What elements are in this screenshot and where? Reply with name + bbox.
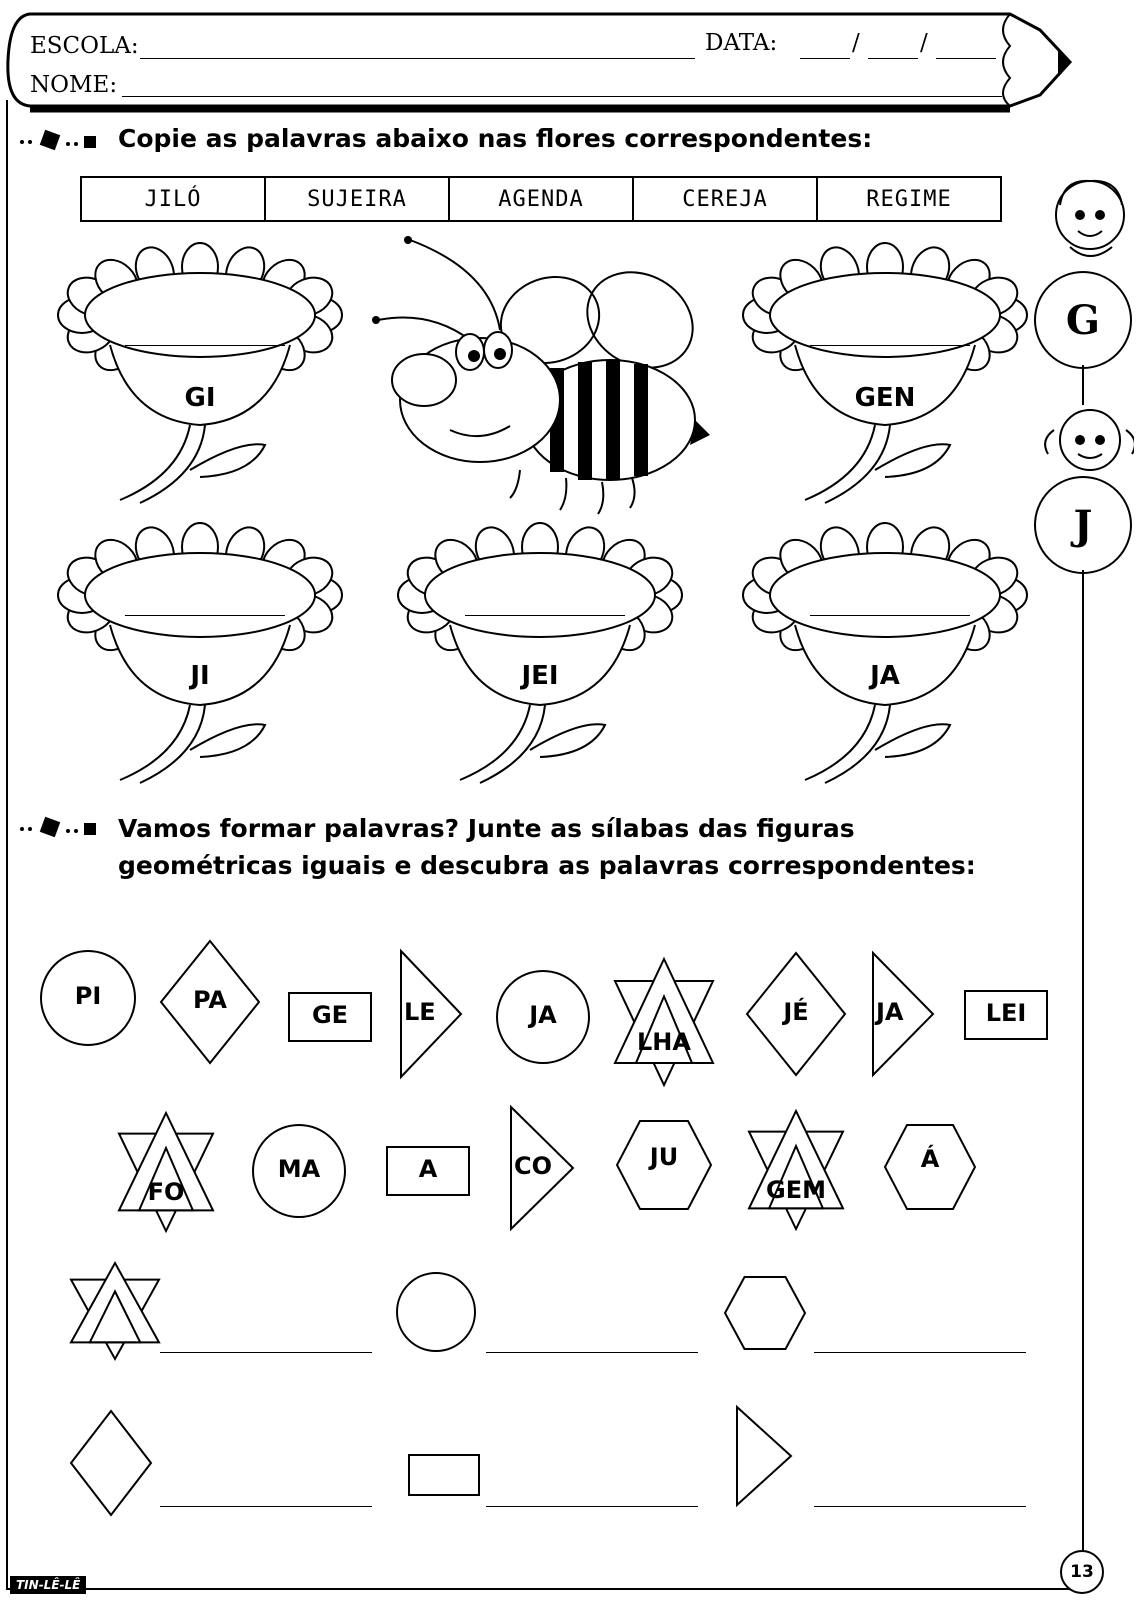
- syllable-shape: [872, 952, 934, 1076]
- syllable-text: LEI: [985, 999, 1027, 1027]
- syllable-text: LHA: [637, 1028, 691, 1057]
- word-box-4: CEREJA: [632, 176, 818, 222]
- page-border-bottom: [6, 1588, 1076, 1590]
- answer-field[interactable]: [160, 1352, 372, 1353]
- girl-icon: [1034, 400, 1134, 480]
- bee-illustration: [370, 230, 710, 530]
- answer-shape: [736, 1406, 792, 1506]
- syllable-shape: [386, 1146, 470, 1196]
- syllable-shape: [748, 1110, 844, 1230]
- syllable-shape: [510, 1106, 574, 1230]
- flower-syllable: GEN: [854, 383, 916, 413]
- syllable-shape: [118, 1112, 214, 1232]
- syllable-text: GE: [311, 1001, 349, 1029]
- date-month-field[interactable]: [868, 58, 918, 59]
- syllable-shape: [400, 950, 462, 1078]
- flower-ja: [735, 525, 1035, 825]
- syllable-text: A: [418, 1155, 438, 1183]
- name-field[interactable]: [122, 96, 1002, 97]
- flower-syllable: JI: [190, 661, 210, 691]
- section1-instruction: Copie as palavras abaixo nas flores correspondentes:: [118, 124, 873, 153]
- syllable-text: PA: [193, 986, 227, 1014]
- answer-shape: [70, 1410, 152, 1516]
- logo-text: TIN-LÊ-LÊ: [10, 1576, 86, 1594]
- syllable-text: JU: [649, 1143, 679, 1171]
- syllable-shape: [252, 1124, 346, 1218]
- syllable-text: GEM: [766, 1176, 826, 1204]
- pencil-frame-icon: [0, 0, 1144, 120]
- syllable-shape: [40, 950, 136, 1046]
- letter-j: J: [1073, 501, 1093, 549]
- flower-jei: [390, 525, 690, 825]
- flower-answer-field[interactable]: [810, 345, 970, 346]
- syllable-text: FO: [147, 1178, 185, 1206]
- syllable-text: MA: [277, 1155, 321, 1183]
- letter-j-circle: [1034, 476, 1132, 574]
- flower-syllable: JEI: [521, 661, 559, 691]
- answer-field[interactable]: [814, 1352, 1026, 1353]
- syllable-shape: [964, 990, 1048, 1040]
- header-box: [0, 0, 1144, 120]
- page-border-left: [6, 100, 8, 1590]
- syllable-shape: [496, 970, 590, 1064]
- word-box-5: REGIME: [816, 176, 1002, 222]
- date-year-field[interactable]: [936, 58, 996, 59]
- page-border-right: [1082, 570, 1084, 1570]
- school-field[interactable]: [140, 58, 695, 59]
- flower-answer-field[interactable]: [465, 615, 625, 616]
- answer-shape: [70, 1262, 160, 1360]
- section2-instruction-line1: Vamos formar palavras? Junte as sílabas das figuras: [118, 814, 855, 843]
- page-number: 13: [1070, 1562, 1094, 1582]
- date-label: DATA:: [705, 30, 778, 56]
- letter-g: G: [1065, 296, 1101, 344]
- flower-syllable: GI: [184, 383, 216, 413]
- answer-field[interactable]: [486, 1506, 698, 1507]
- section2-instruction-line2: geométricas iguais e descubra as palavras correspondentes:: [118, 851, 976, 880]
- syllable-text: JA: [529, 1001, 557, 1029]
- page-number-badge: [1060, 1550, 1104, 1594]
- syllable-shape: [614, 958, 714, 1086]
- bullet-icon: [16, 815, 96, 843]
- flower-gi: [50, 245, 350, 545]
- syllable-shape: [746, 952, 846, 1076]
- answer-shape: [396, 1272, 476, 1352]
- flower-answer-field[interactable]: [810, 615, 970, 616]
- answer-field[interactable]: [814, 1506, 1026, 1507]
- syllable-text: JÉ: [783, 998, 809, 1026]
- syllable-shape: [884, 1124, 976, 1210]
- answer-field[interactable]: [160, 1506, 372, 1507]
- side-tab-connector: [1082, 365, 1084, 405]
- word-box-2: SUJEIRA: [264, 176, 450, 222]
- word-box-3: AGENDA: [448, 176, 634, 222]
- syllable-text: LE: [404, 998, 436, 1026]
- flower-answer-field[interactable]: [125, 615, 285, 616]
- syllable-text: CO: [514, 1152, 553, 1180]
- syllable-shape: [616, 1120, 712, 1210]
- side-tab-g: [1034, 175, 1134, 365]
- date-separator-1: /: [852, 30, 860, 56]
- syllable-text: PI: [74, 982, 102, 1010]
- school-label: ESCOLA:: [30, 33, 139, 59]
- name-label: NOME:: [30, 72, 118, 98]
- flower-gen: [735, 245, 1035, 545]
- flower-syllable: JA: [870, 661, 900, 691]
- answer-shape: [724, 1276, 806, 1350]
- syllable-text: JA: [876, 998, 904, 1026]
- bullet-icon: [16, 128, 96, 156]
- word-box-1: JILÓ: [80, 176, 266, 222]
- answer-field[interactable]: [486, 1352, 698, 1353]
- side-tab-j: [1034, 400, 1134, 570]
- date-day-field[interactable]: [800, 58, 850, 59]
- flower-answer-field[interactable]: [125, 345, 285, 346]
- logo: [10, 1574, 86, 1596]
- date-separator-2: /: [920, 30, 928, 56]
- syllable-shape: [288, 992, 372, 1042]
- letter-g-circle: [1034, 271, 1132, 369]
- syllable-text: Á: [920, 1145, 940, 1173]
- flower-ji: [50, 525, 350, 825]
- syllable-shape: [160, 940, 260, 1064]
- answer-shape: [408, 1454, 480, 1496]
